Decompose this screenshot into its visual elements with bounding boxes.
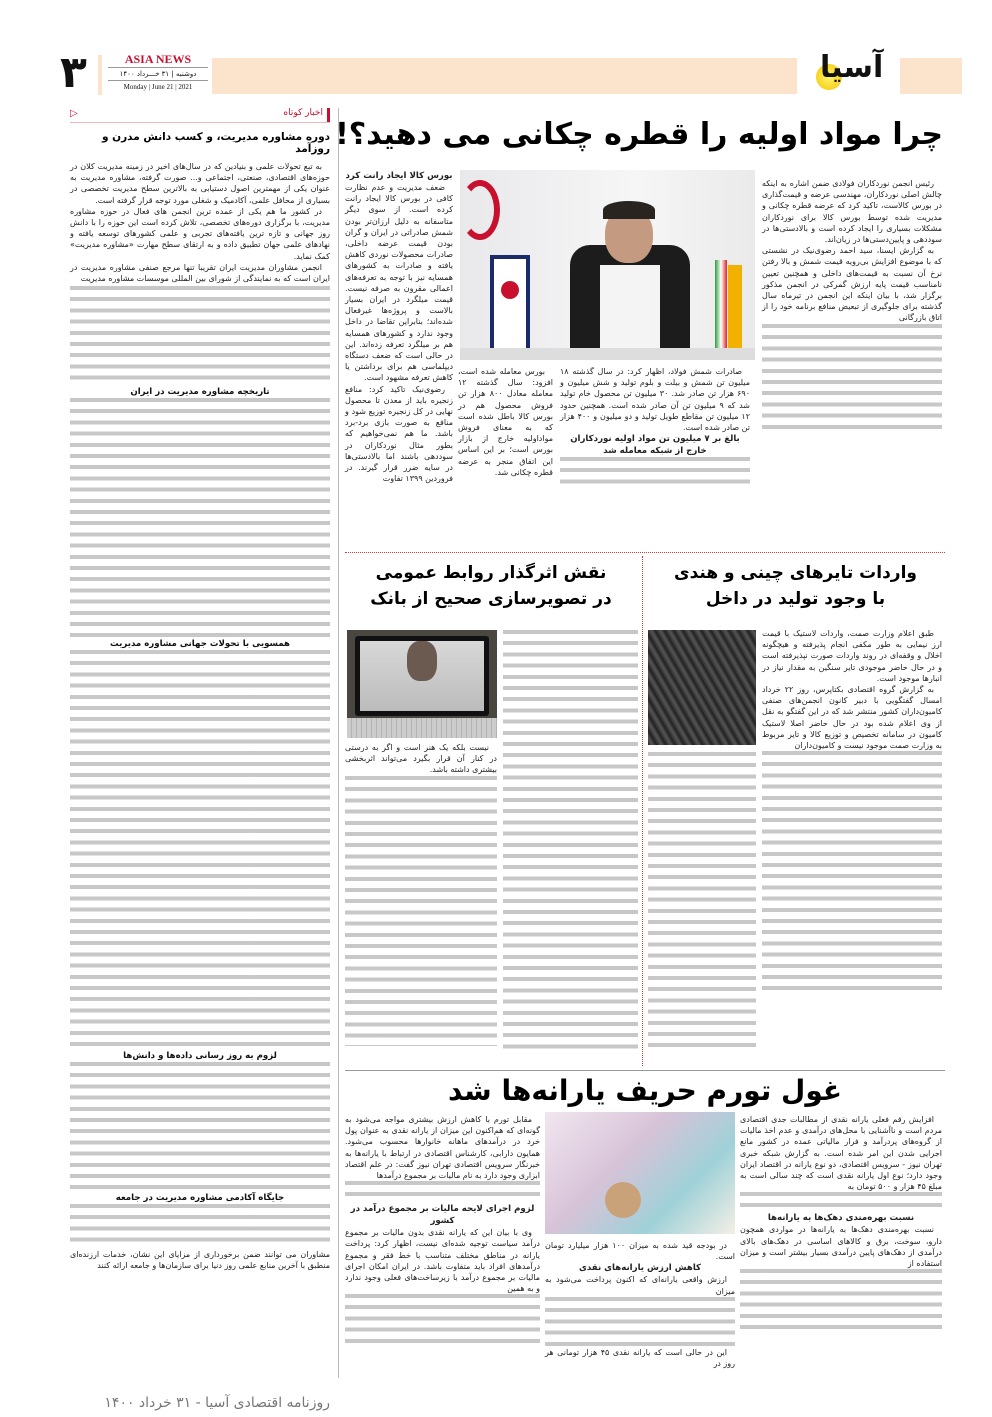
divider xyxy=(98,55,102,95)
subhead: همسویی با تحولات جهانی مشاوره مدیریت xyxy=(110,639,290,650)
main-headline: چرا مواد اولیه را قطره چکانی می دهید؟! xyxy=(335,117,943,152)
column-rule xyxy=(338,108,339,1378)
date-fa: دوشنبه | ۳۱ خـــرداد ۱۴۰۰ xyxy=(108,68,208,81)
subsidy-headline: غول تورم حریف یارانه‌ها شد xyxy=(345,1070,945,1109)
main-col-3: بورس معامله شده است، افزود: سال گذشته ۱۲ معامله معادل ۸۰۰ هزار تن فروش محصول هم در بورس کالا باطل شده است که به معنای فروش مواداولیه خارج از بازار بورس است؛ بر این اساس این اتفاق منجر به عرضه قطره چکانی شد. xyxy=(458,367,553,477)
subhead: نسبت بهره‌مندی دهک‌ها به یارانه‌ها xyxy=(767,1213,915,1224)
sidebar-end: مشاوران می توانند ضمن برخورداری از مزایای این نشان، خدمات ارزنده‌ای منطبق با آخرین منابع علمی روز دنیا برای سازمان‌ها و جامعه ارائه کنند xyxy=(70,1250,330,1271)
brand-en: ASIA NEWS xyxy=(108,52,208,68)
tires-headline: واردات تایرهای چینی و هندی با وجود تولید در داخل xyxy=(674,563,917,609)
subhead: تاریخچه مشاوره مدیریت در ایران xyxy=(130,387,270,398)
subsidy-col-1: افزایش رقم فعلی یارانه نقدی از مطالبات جدی اقتصادی مردم است و ناآشنایی با محل‌های درآمدی و عدم اخذ مالیات از گروه‌های پردرآمد و فرار مالیاتی عمده در کشور مانع اجرایی شدن این امر شده است. به گزارش شبکه خبری تهران نیوز - سرویس اقتصادی، دو نوع یارانه در اقتصاد ایران وجود دارد؛ نوع اول یارانه نقدی است که چند سالی است به مبلغ ۴۵ هزار و ۵۰۰ تومان به نسبت بهره‌مندی دهک‌ها به یارانه‌ها نسبت بهره‌مندی دهک‌ها به یارانه‌ها در مواردی همچون دارو، سوخت، برق و کالاهای اساسی در دهک‌های بالای درآمدی از دهک‌های پایین درآمدی بسیار بیشتر است و میزان استفاده از xyxy=(740,1114,942,1329)
page-number: ۳ xyxy=(60,47,87,98)
masthead-info xyxy=(108,52,208,91)
subhead: بالغ بر ۷ میلیون تن مواد اولیه نوردکاران خارج از شبکه معامله شد xyxy=(570,434,740,457)
subsidy-photo xyxy=(545,1112,735,1234)
main-photo xyxy=(460,170,755,360)
logo: آسیا xyxy=(808,50,898,96)
header-band-right xyxy=(900,58,962,94)
bank-headline: نقش اثرگذار روابط عمومی در تصویرسازی صحیح از بانک xyxy=(370,563,612,609)
tires-col-2 xyxy=(648,752,756,1052)
sidebar-title: دوره مشاوره مدیریت، و کسب دانش مدرن و روزآمد xyxy=(101,131,330,155)
section-divider xyxy=(345,552,945,553)
header-band xyxy=(212,58,797,94)
bank-col-1 xyxy=(503,630,638,1050)
subhead: لزوم اجرای لایحه مالیات بر مجموع درآمد در کشور xyxy=(350,1204,535,1227)
bank-photo xyxy=(347,630,497,738)
bank-col-2: نیست بلکه یک هنر است و اگر به درستی در کنار آن قرار بگیرد می‌تواند اثربخشی بیشتری داشته باشد. xyxy=(345,742,497,1046)
subhead: جایگاه آکادمی مشاوره مدیریت در جامعه xyxy=(115,1193,285,1204)
date-en: Monday | June 21 | 2021 xyxy=(123,83,193,91)
play-icon: ▷ xyxy=(70,108,78,119)
subhead: لزوم به روز رسانی داده‌ها و دانش‌ها xyxy=(123,1051,277,1062)
footer-watermark: روزنامه اقتصادی آسیا - ۳۱ خرداد ۱۴۰۰ xyxy=(104,1395,330,1411)
subhead: کاهش ارزش یارانه‌های نقدی xyxy=(578,1263,702,1274)
sidebar xyxy=(70,108,330,1272)
section-title: اخبار کوتاه xyxy=(283,108,330,122)
main-col-2: صادرات شمش فولاد، اظهار کرد: در سال گذشته ۱۸ میلیون تن شمش و بیلت و بلوم تولید و شش میلیون و ۶۹۰ هزار تن صادر شد. ۳۰ میلیون تن محصول خام تولید شد که ۹ میلیون تن آن صادر شده است. همچنین حدود ۱۲ میلیون تن مقاطع طویل تولید و دو میلیون و ۴۰۰ هزار تن صادر شده است. بالغ بر ۷ میلیون تن مواد اولیه نوردکاران خارج از شبکه معامله شد xyxy=(560,366,750,487)
subsidy-col-2: در بودجه قید شده به میزان ۱۰۰ هزار میلیارد تومان است. کاهش ارزش یارانه‌های نقدی ارزش واقعی یارانه‌ای که اکنون پرداخت می‌شود به میزان این در حالی است که یارانه نقدی ۴۵ هزار تومانی هر روز در xyxy=(545,1241,735,1369)
main-col-1: رئیس انجمن نوردکاران فولادی ضمن اشاره به اینکه چالش اصلی نوردکاران، مهندسی عرضه و قیمت‌گذاری در بورس کالاست، تاکید کرد که عرضه قطره چکانی و مدیریت شده توسط بورس کالا برای نوردکاران مشکلات بسیاری را ایجاد کرده است و بالادستی‌ها در سوددهی و پایین‌دستی‌ها در زیان‌اند. به گزارش ایسنا، سید احمد رضوی‌نیک در نشستی که با موضوع افزایش بی‌رویه قیمت شمش و بالا رفتن نرخ آن نسبت به قیمت‌های داخلی و همچنین تعیین نامناسب قیمت پایه ارزش گمرکی در انجمن مذکور برگزار شد، با بیان اینکه این انجمن در تیرماه سال گذشته برای جلوگیری از تبعیض منافع برنامه خود را از اتاق بازرگانی xyxy=(762,178,942,434)
subsidy-col-3: مقابل تورم با کاهش ارزش بیشتری مواجه می‌شود به گونه‌ای که هم‌اکنون این میزان از یارانه نقدی به عنوان پول خرد در درآمدهای ماهانه خانوارها محسوب می‌شود. همایون دارابی، کارشناس اقتصادی در ارتباط با یارانه‌ها به خبرنگار سرویس اقتصادی تهران نیوز گفت: در علم اقتصاد ابزاری وجود دارد به نام مالیات بر مجموع درآمدها لزوم اجرای لایحه مالیات بر مجموع درآمد در کشور وی با بیان این که یارانه نقدی بدون مالیات بر مجموع درآمد سیاست توجیه شده‌ای نیست، اظهار کرد: پرداخت یارانه در مناطق مختلف متناسب با خط فقر و مجموع درآمدهای افراد باید متفاوت باشد. در ایران امکان اجرای مالیات بر مجموع درآمد با زیرساخت‌های فعلی وجود ندارد و به همین xyxy=(345,1114,540,1344)
subhead: بورس کالا ایجاد رانت کرد xyxy=(345,171,453,181)
sidebar-body: به تبع تحولات علمی و بنیادین که در سال‌های اخیر در زمینه مدیریت کلان در حوزه‌های اقتصادی، صنعتی، اجتماعی و... صورت گرفته، مشاوره مدیریت به عنوان یکی از مهمترین اصول دستیابی به بالاترین سطح مدیریت تخصصی در بسیاری از محافل علمی، آکادمیک و شغلی مورد توجه قرار گرفته است. در کشور ما هم یکی از عمده ترین انجمن های فعال در حوزه مشاوره مدیریت، با برگزاری دوره‌های تخصصی، تلاش کرده است این حوزه را با دانش روز جهانی و تازه ترین یافته‌های تجربی و علمی کشورهای توسعه یافته و نهادهای علمی جهان تطبیق داده و به ارتقای سطح مهارت «مشاوره مدیریت» کمک نماید. انجمن مشاوران مدیریت ایران تقریبا تنها مرجع صنفی مشاوره مدیریت در ایران است که به نمایندگی از شورای بین المللی موسسات مشاوره مدیریت xyxy=(70,162,330,284)
tires-photo xyxy=(648,630,756,745)
section-label xyxy=(70,108,330,123)
tires-col-1: طبق اعلام وزارت صمت، واردات لاستیک با قیمت ارز نیمایی به طور مکفی انجام پذیرفته و هیچگونه اخلال و وقفه‌ای در روند واردات صورت نپذیرفته است و در حال حاضر موجودی تایر سنگین به مقدار نیاز در انبارها موجود است. به گزارش گروه اقتصادی بکتاپرس، روز ۲۲ خرداد امسال گفتگویی با دبیر کانون انجمن‌های صنفی کامیون‌داران کشور منتشر شد که در این گفتگو به نقل از وی اعلام شده بود در حال حاضر اصلا لاستیک کامیون در سامانه تخصیص و توزیع کالا و تایر مربوط به وزارت صمت موجود نیست و کامیون‌داران xyxy=(762,628,942,991)
column-rule xyxy=(642,556,643,1066)
main-col-4: بورس کالا ایجاد رانت کرد ضعف مدیریت و عدم نظارت کافی در بورس کالا ایجاد رانت کرده است. از سوی دیگر متاسفانه به دلیل ارزان‌تر بودن شمش صادراتی در ایران و گران بودن قیمت عرضه داخلی، صادرات محصولات نوردی کاهش یافته و صادرات به کشورهای همسایه نیز با توجه به تعرفه‌های اعمالی مقرون به صرفه نیست. قیمت میلگرد در ایران بسیار بالاست و پروژه‌ها غیرفعال شده‌اند؛ بنابراین تقاضا در داخل وجود ندارد و کشورهای همسایه هم بر میلگرد تعرفه زده‌اند. این در حالی است که ضعف دستگاه دیپلماسی هم برای برداشتن یا کاهش تعرفه مشهود است. رضوی‌نیک تاکید کرد: منافع زنجیره باید از معدن تا محصول نهایی در کل زنجیره توزیع شود و منافع به صورت بازی برد-برد باشد. ما هم نمی‌خواهیم که بطور مثال نوردکاران در سوددهی باشند اما بالادستی‌ها در سایه ضرر قرار گیرند. در فروردین ۱۳۹۹ تفاوت xyxy=(345,171,453,484)
